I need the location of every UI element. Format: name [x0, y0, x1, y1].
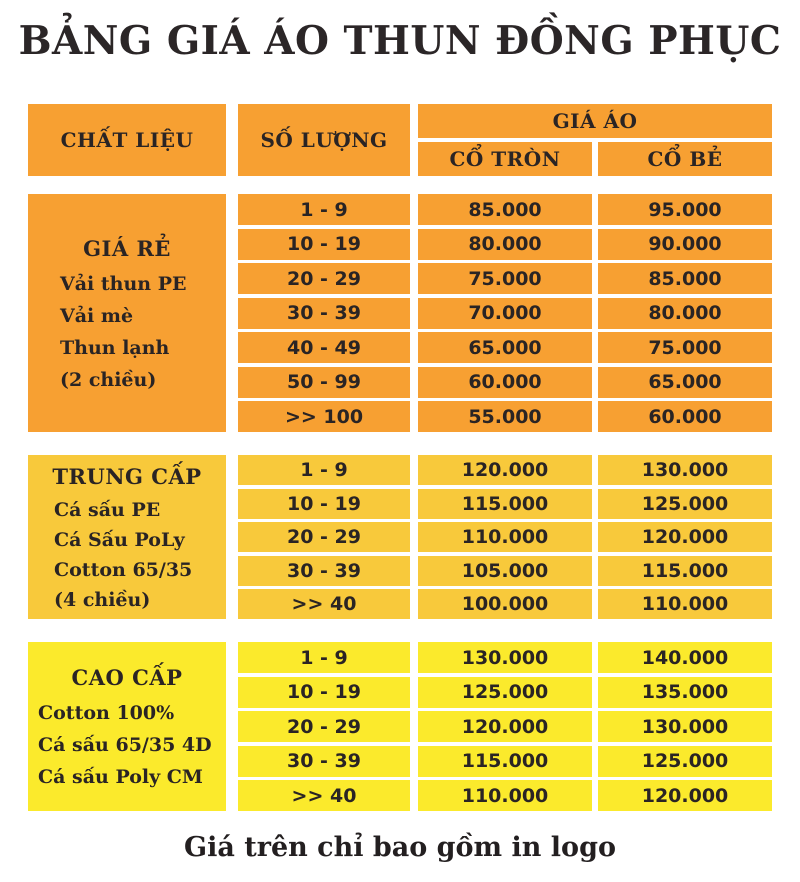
round-neck-price-cell: 100.000	[418, 589, 592, 619]
round-neck-price-cell: 85.000	[418, 194, 592, 225]
header-quantity: SỐ LƯỢNG	[238, 104, 410, 176]
header-price: GIÁ ÁO	[418, 104, 772, 138]
quantity-cell: 20 - 29	[238, 711, 410, 742]
quantity-cell: 50 - 99	[238, 367, 410, 398]
round-neck-price-cell: 110.000	[418, 780, 592, 811]
round-neck-price-cell: 115.000	[418, 489, 592, 519]
round-neck-price-cell: 105.000	[418, 556, 592, 586]
material-tier-name: CAO CẤP	[71, 665, 183, 690]
polo-collar-price-cell: 65.000	[598, 367, 772, 398]
round-neck-price-cell: 110.000	[418, 522, 592, 552]
round-neck-price-cell: 75.000	[418, 263, 592, 294]
round-neck-price-cell: 125.000	[418, 677, 592, 708]
polo-collar-price-cell: 95.000	[598, 194, 772, 225]
material-line: Vải thun PE	[60, 272, 187, 295]
material-line: Cá sấu PE	[54, 498, 161, 521]
quantity-cell: >> 100	[238, 401, 410, 432]
quantity-cell: 10 - 19	[238, 489, 410, 519]
quantity-cell: >> 40	[238, 589, 410, 619]
round-neck-price-cell: 130.000	[418, 642, 592, 673]
quantity-cell: 1 - 9	[238, 642, 410, 673]
material-tier-name: GIÁ RẺ	[83, 235, 171, 261]
polo-collar-price-cell: 115.000	[598, 556, 772, 586]
material-line: (4 chiều)	[54, 588, 151, 611]
material-line: (2 chiều)	[60, 368, 157, 391]
round-neck-price-cell: 70.000	[418, 298, 592, 329]
round-neck-price-cell: 60.000	[418, 367, 592, 398]
quantity-cell: 20 - 29	[238, 263, 410, 294]
polo-collar-price-cell: 140.000	[598, 642, 772, 673]
round-neck-price-cell: 65.000	[418, 332, 592, 363]
material-line: Cá sấu Poly CM	[38, 766, 203, 788]
quantity-cell: 10 - 19	[238, 677, 410, 708]
header-polo-collar: CỔ BẺ	[598, 142, 772, 176]
polo-collar-price-cell: 60.000	[598, 401, 772, 432]
quantity-cell: 40 - 49	[238, 332, 410, 363]
round-neck-price-cell: 120.000	[418, 711, 592, 742]
quantity-cell: 30 - 39	[238, 298, 410, 329]
header-material: CHẤT LIỆU	[28, 104, 226, 176]
polo-collar-price-cell: 80.000	[598, 298, 772, 329]
material-line: Thun lạnh	[60, 336, 170, 359]
round-neck-price-cell: 115.000	[418, 746, 592, 777]
quantity-cell: 10 - 19	[238, 229, 410, 260]
page-title: BẢNG GIÁ ÁO THUN ĐỒNG PHỤC	[18, 18, 782, 64]
round-neck-price-cell: 120.000	[418, 455, 592, 485]
round-neck-price-cell: 55.000	[418, 401, 592, 432]
header-round-neck: CỔ TRÒN	[418, 142, 592, 176]
polo-collar-price-cell: 120.000	[598, 522, 772, 552]
polo-collar-price-cell: 130.000	[598, 455, 772, 485]
polo-collar-price-cell: 90.000	[598, 229, 772, 260]
quantity-cell: 30 - 39	[238, 746, 410, 777]
polo-collar-price-cell: 120.000	[598, 780, 772, 811]
quantity-cell: >> 40	[238, 780, 410, 811]
polo-collar-price-cell: 125.000	[598, 746, 772, 777]
polo-collar-price-cell: 125.000	[598, 489, 772, 519]
quantity-cell: 1 - 9	[238, 194, 410, 225]
material-line: Cotton 100%	[38, 702, 175, 724]
footer-note: Giá trên chỉ bao gồm in logo	[184, 832, 616, 863]
quantity-cell: 30 - 39	[238, 556, 410, 586]
polo-collar-price-cell: 75.000	[598, 332, 772, 363]
material-block	[28, 642, 226, 811]
polo-collar-price-cell: 135.000	[598, 677, 772, 708]
material-line: Vải mè	[60, 304, 134, 327]
quantity-cell: 20 - 29	[238, 522, 410, 552]
material-tier-name: TRUNG CẤP	[52, 463, 202, 489]
material-line: Cá sấu 65/35 4D	[38, 734, 212, 756]
material-block	[28, 194, 226, 432]
material-line: Cá Sấu PoLy	[54, 528, 185, 551]
material-line: Cotton 65/35	[54, 558, 193, 581]
quantity-cell: 1 - 9	[238, 455, 410, 485]
material-block	[28, 455, 226, 619]
polo-collar-price-cell: 110.000	[598, 589, 772, 619]
polo-collar-price-cell: 85.000	[598, 263, 772, 294]
polo-collar-price-cell: 130.000	[598, 711, 772, 742]
round-neck-price-cell: 80.000	[418, 229, 592, 260]
